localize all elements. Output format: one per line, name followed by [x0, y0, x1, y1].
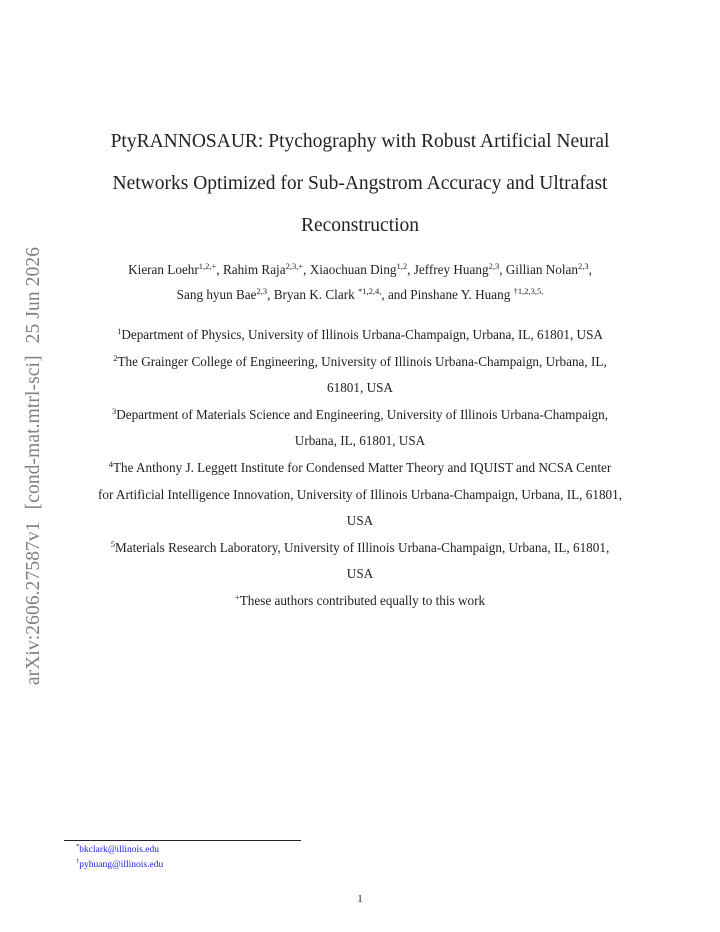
- footnotes: [76, 843, 163, 873]
- author-name: Jeffrey Huang: [413, 262, 489, 277]
- affiliation-5: $^5$Materials Research Laboratory, University of Illinois Urbana-Champaign, Urbana, IL, 61801,: [110, 538, 610, 555]
- author-line-1: Kieran Loehr$^{1,2,+}$, Rahim Raja$^{2,3,+}$, Xiaochuan Ding$^{1,2}$, Jeffrey Huang$^{2,3}$, Gillian Nolan$^{2,3}$,: [128, 261, 592, 277]
- footnote-2: [76, 858, 163, 873]
- title-line-2: Networks Optimized for Sub-Angstrom Accuracy and Ultrafast: [112, 173, 608, 194]
- affiliation-2-cont: 61801, USA: [327, 380, 393, 396]
- affiliation-4-cont: for Artificial Intelligence Innovation, University of Illinois Urbana-Champaign, Urbana, IL, 61801,: [97, 486, 623, 502]
- author-name: Rahim Raja: [222, 262, 286, 277]
- affiliation-mark: 3: [111, 405, 117, 416]
- author-name: Xiaochuan Ding: [309, 262, 397, 277]
- affiliation-3-cont: Urbana, IL, 61801, USA: [294, 433, 426, 449]
- affiliation-mark: 1: [117, 326, 122, 336]
- email-link-pyhuang[interactable]: pyhuang@illinois.edu: [79, 860, 164, 870]
- affiliation-3: $^3$Department of Materials Science and Engineering, University of Illinois Urbana-Champaign,: [111, 405, 609, 422]
- affiliation-5-cont: USA: [346, 566, 374, 582]
- affiliation-mark: 4: [108, 458, 113, 469]
- author-affiliation-mark: 2,3: [577, 261, 589, 271]
- equal-contribution-note: +These authors contributed equally to this work: [234, 591, 486, 608]
- author-line-2: Sang hyun Bae$^{2,3}$, Bryan K. Clark $^{*1,2,4,}$, and Pinshane Y. Huang $^{\dagger 1,2,3,5,}$: [176, 286, 544, 302]
- affiliation-mark: 2: [113, 352, 118, 363]
- author-affiliation-mark: 1,2: [396, 261, 408, 271]
- author-affiliation-mark: †1,2,3,5,: [513, 286, 544, 296]
- author-name: Kieran Loehr: [128, 262, 199, 277]
- affiliation-4: $^4$The Anthony J. Leggett Institute for Condensed Matter Theory and IQUIST and NCSA Center: [108, 458, 612, 475]
- author-name: Gillian Nolan: [505, 262, 578, 277]
- affiliation-mark: 5: [110, 538, 115, 549]
- arxiv-category: [cond-mat.mtrl-sci]: [23, 355, 44, 510]
- title-line-3: Reconstruction: [300, 215, 420, 236]
- paper-title: [0, 121, 720, 247]
- author-affiliation-mark: 2,3: [256, 286, 268, 296]
- author-list: [0, 257, 720, 307]
- author-affiliation-mark: 1,2,+: [198, 261, 217, 271]
- equal-contribution-mark: +: [234, 591, 240, 602]
- author-name: Pinshane Y. Huang: [410, 287, 514, 302]
- author-affiliation-mark: *1,2,4,: [357, 286, 382, 296]
- email-link-bkclark[interactable]: bkclark@illinois.edu: [79, 845, 159, 855]
- author-affiliation-mark: 2,3,+: [285, 261, 304, 271]
- affiliation-list: [0, 322, 720, 615]
- page-number: 1: [357, 893, 363, 905]
- footnote-mark: *: [76, 843, 80, 850]
- author-name: Sang hyun Bae: [176, 287, 257, 302]
- affiliation-1: $^1$Department of Physics, University of Illinois Urbana-Champaign, Urbana, IL, 61801, USA: [117, 326, 603, 342]
- title-line-1: PtyRANNOSAUR: Ptychography with Robust Artificial Neural: [110, 131, 610, 152]
- affiliation-2: $^2$The Grainger College of Engineering, University of Illinois Urbana-Champaign, Urbana, IL,: [113, 352, 607, 369]
- arxiv-date: 25 Jun 2026: [23, 246, 44, 344]
- footnote-divider: [64, 840, 301, 841]
- author-name: Bryan K. Clark: [273, 287, 358, 302]
- affiliation-4-cont: USA: [346, 513, 374, 529]
- arxiv-identifier[interactable]: arXiv:2606.27587v1: [23, 521, 44, 686]
- footnote-mark: †: [76, 858, 80, 865]
- footnote-1: [76, 843, 163, 858]
- author-affiliation-mark: 2,3: [488, 261, 500, 271]
